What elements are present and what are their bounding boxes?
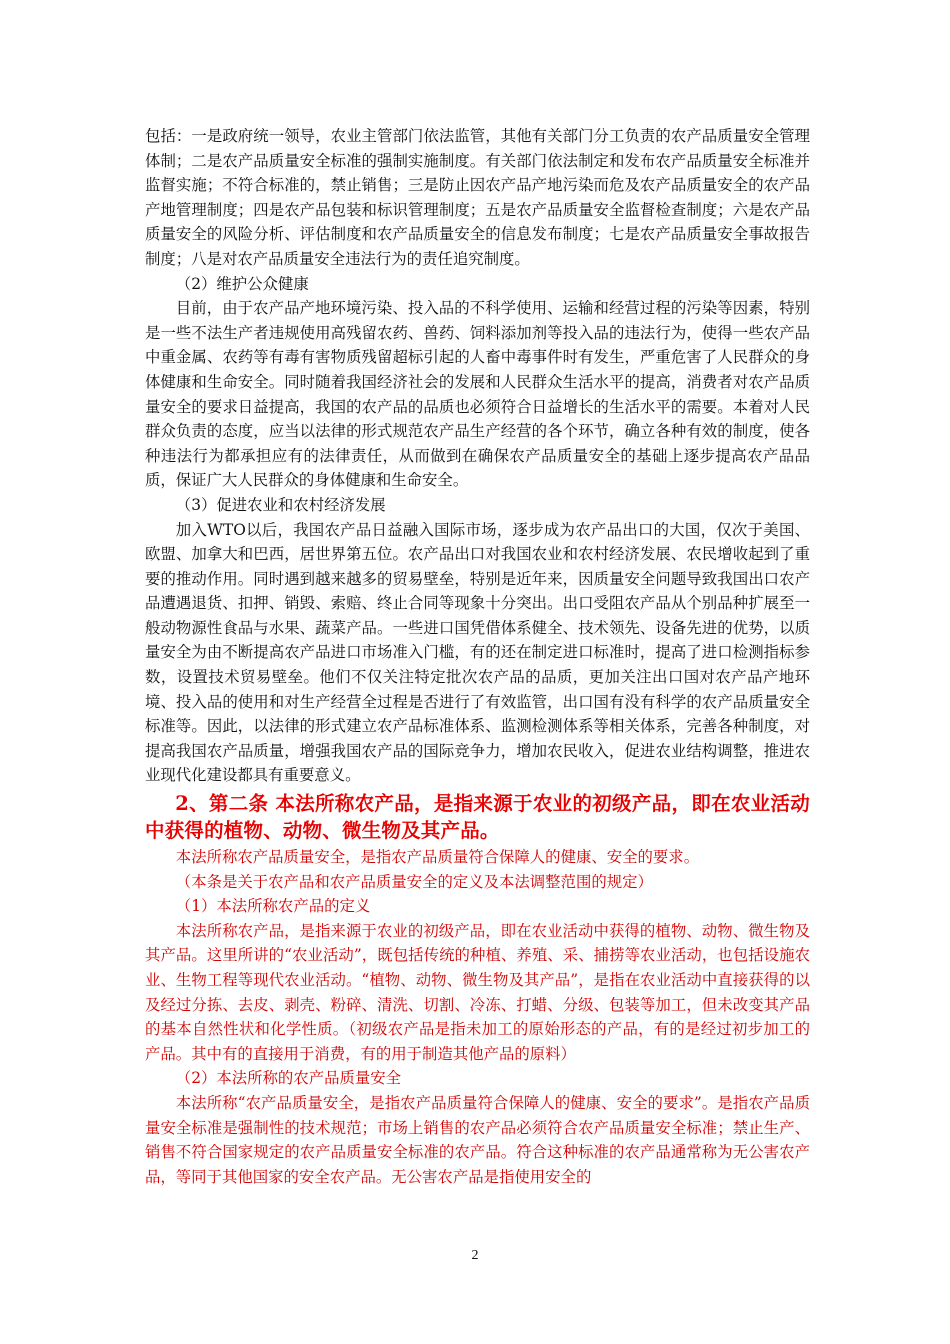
page-content <box>145 124 810 1189</box>
paragraph-management-systems: 包括：一是政府统一领导，农业主管部门依法监管，其他有关部门分工负责的农产品质量安全管理体制；二是农产品质量安全标准的强制实施制度。有关部门依法制定和发布农产品质量安全标准并监督实施；不符合标准的，禁止销售；三是防止因农产品产地污染而危及农产品质量安全的农产品产地管理制度；四是农产品包装和标识管理制度；五是农产品质量安全监督检查制度；六是农产品质量安全的风险分析、评估制度和农产品质量安全的信息发布制度；七是农产品质量安全事故报告制度；八是对农产品质量安全违法行为的责任追究制度。 <box>145 127 810 268</box>
subheading-rural-economy: （3）促进农业和农村经济发展 <box>175 495 386 514</box>
paragraph-public-health: 目前，由于农产品产地环境污染、投入品的不科学使用、运输和经营过程的污染等因素，特别是一些不法生产者违规使用高残留农药、兽药、饲料添加剂等投入品的违法行为，使得一些农产品中重金属、农药等有毒有害物质残留超标引起的人畜中毒事件时有发生，严重危害了人民群众的身体健康和生命安全。同时随着我国经济社会的发展和人民群众生活水平的提高，消费者对农产品质量安全的要求日益提高，我国的农产品的品质也必须符合日益增长的生活水平的需要。本着对人民群众负责的态度，应当以法律的形式规范农产品生产经营的各个环节，确立各种有效的制度，使各种违法行为都承担应有的法律责任，从而做到在确保农产品质量安全的基础上逐步提高农产品品质，保证广大人民群众的身体健康和生命安全。 <box>145 299 810 490</box>
article-2-quality-safety-definition: 本法所称农产品质量安全，是指农产品质量符合保障人的健康、安全的要求。 <box>175 848 700 867</box>
article-2-heading: 2、第二条 本法所称农产品，是指来源于农业的初级产品，即在农业活动中获得的植物、动物、微生物及其产品。 <box>145 792 810 843</box>
page-number: 2 <box>471 1248 479 1263</box>
paragraph-rural-economy: 加入WTO以后，我国农产品日益融入国际市场，逐步成为农产品出口的大国，仅次于美国、欧盟、加拿大和巴西，居世界第五位。农产品出口对我国农业和农村经济发展、农民增收起到了重要的推动作用。同时遇到越来越多的贸易壁垒，特别是近年来，因质量安全问题导致我国出口农产品遭遇退货、扣押、销毁、索赔、终止合同等现象十分突出。出口受阻农产品从个别品种扩展至一般动物源性食品与水果、蔬菜产品。一些进口国凭借体系健全、技术领先、设备先进的优势，以质量安全为由不断提高农产品进口市场准入门槛，有的还在制定进口标准时，提高了进口检测指标参数，设置技术贸易壁垒。他们不仅关注特定批次农产品的品质，更加关注出口国对农产品产地环境、投入品的使用和对生产经营全过程是否进行了有效监管，出口国有没有科学的农产品质量安全标准等。因此，以法律的形式建立农产品标准体系、监测检测体系等相关体系，完善各种制度，对提高我国农产品质量，增强我国农产品的国际竞争力，增加农民收入，促进农业结构调整，推进农业现代化建设都具有重要意义。 <box>145 520 810 785</box>
subheading-quality-safety: （2）本法所称的农产品质量安全 <box>175 1069 402 1088</box>
article-2-scope-note: （本条是关于农产品和农产品质量安全的定义及本法调整范围的规定） <box>175 872 653 891</box>
subheading-public-health: （2）维护公众健康 <box>175 274 309 293</box>
subheading-product-definition: （1）本法所称农产品的定义 <box>175 897 371 916</box>
paragraph-product-definition: 本法所称农产品，是指来源于农业的初级产品，即在农业活动中获得的植物、动物、微生物及其产品。这里所讲的“农业活动”，既包括传统的种植、养殖、采、捕捞等农业活动，也包括设施农业、生物工程等现代农业活动。“植物、动物、微生物及其产品”，是指在农业活动中直接获得的以及经过分拣、去皮、剥壳、粉碎、清洗、切割、冷冻、打蜡、分级、包装等加工，但未改变其产品的基本自然性状和化学性质。（初级农产品是指未加工的原始形态的产品，有的是经过初步加工的产品。其中有的直接用于消费，有的用于制造其他产品的原料） <box>145 921 810 1063</box>
paragraph-quality-safety: 本法所称“农产品质量安全，是指农产品质量符合保障人的健康、安全的要求”。是指农产品质量安全标准是强制性的技术规范；市场上销售的农产品必须符合农产品质量安全标准；禁止生产、销售不符合国家规定的农产品质量安全标准的农产品。符合这种标准的农产品通常称为无公害农产品，等同于其他国家的安全农产品。无公害农产品是指使用安全的 <box>145 1093 810 1186</box>
